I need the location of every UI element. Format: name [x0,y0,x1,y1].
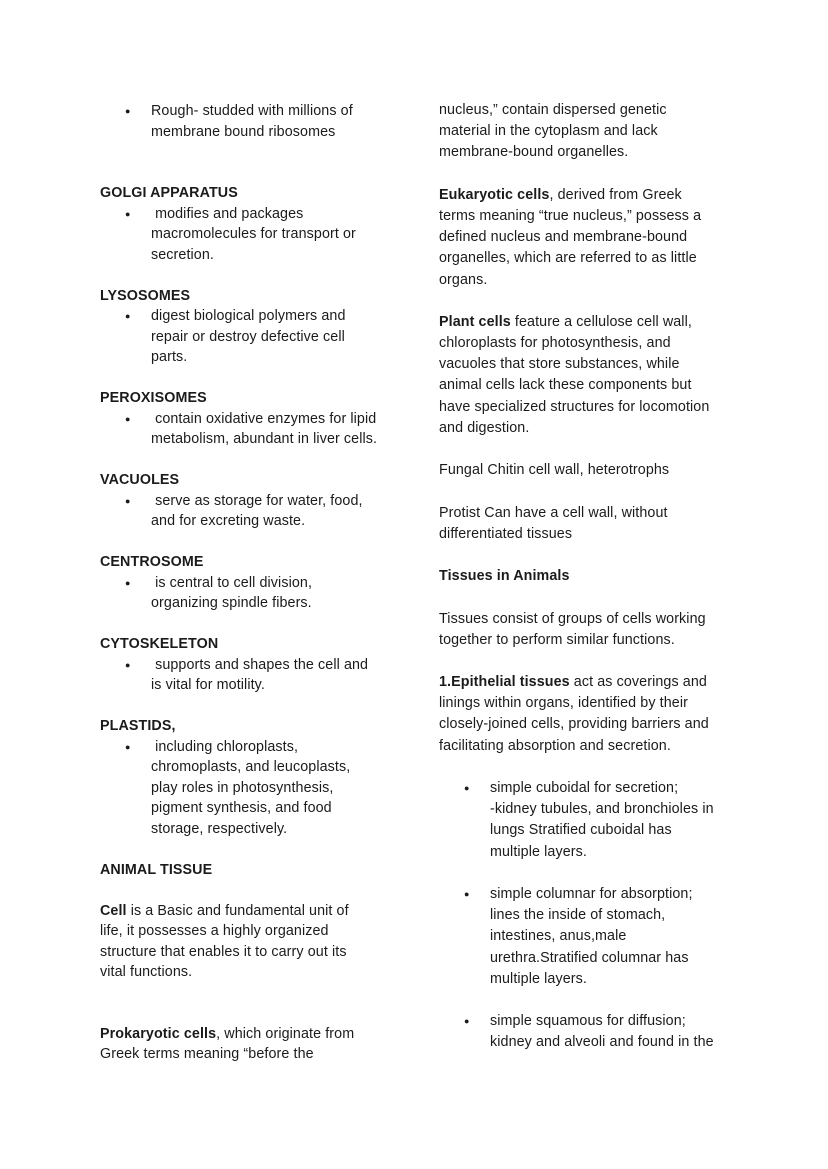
paragraph-line: Fungal Chitin cell wall, heterotrophs [439,462,670,479]
paragraph-line: material in the cytoplasm and lack [439,123,658,140]
paragraph-line: differentiated tissues [439,525,573,542]
bullet-item [439,778,743,863]
bullet-item [100,409,416,450]
paragraph-line: membrane bound ribosomes [151,123,336,140]
bullet-item [100,573,416,614]
paragraph [100,901,416,983]
paragraph-line: -kidney tubules, and bronchioles in [490,801,714,818]
section-heading: Tissues in Animals [439,568,570,585]
paragraph-line: defined nucleus and membrane-bound [439,229,688,246]
blank-line [100,1003,416,1024]
paragraph-line: kidney and alveoli and found in the [490,1034,714,1051]
blank-line [100,696,416,717]
bold-text: Cell [100,902,127,919]
bullet-dot-icon: ● [125,311,131,321]
blank-line [100,265,416,286]
paragraph-line: is vital for motility. [151,677,265,693]
bullet-text [151,655,416,696]
paragraph-line: chloroplasts for photosynthesis, and [439,335,671,352]
blank-line [100,450,416,471]
regular-text: is a Basic and fundamental unit of [126,902,349,919]
paragraph-line: supports and shapes the cell and [151,656,369,673]
bullet-item [100,306,416,368]
paragraph [439,672,743,757]
paragraph-line: organs. [439,271,488,288]
paragraph [100,1024,416,1065]
paragraph-line: simple columnar for absorption; [490,885,693,902]
bullet-dot-icon: ● [464,1016,470,1027]
bullet-text [151,409,416,450]
blank-line [100,839,416,860]
paragraph-line: Protist Can have a cell wall, without [439,504,668,521]
paragraph-line: together to perform similar functions. [439,631,675,648]
section-heading: PEROXISOMES [100,390,207,406]
bullet-text [151,491,416,532]
section-heading: LYSOSOMES [100,287,191,304]
paragraph-line [439,312,743,333]
paragraph-line: facilitating absorption and secretion. [439,737,671,754]
blank-line [100,983,416,1004]
blank-line [100,614,416,635]
paragraph-line: Rough- studded with millions of [151,103,353,119]
left-column [100,101,416,1065]
paragraph-line: simple squamous for diffusion; [490,1013,686,1030]
paragraph-line [439,185,743,206]
paragraph [439,609,743,651]
paragraph-line: life, it possesses a highly organized [100,923,329,939]
bullet-dot-icon: ● [464,888,470,899]
section-heading: VACUOLES [100,472,180,488]
paragraph-line: play roles in photosynthesis, [151,779,334,796]
bullet-dot-icon: ● [125,106,131,116]
paragraph-line: is central to cell division, [151,574,313,591]
bullet-dot-icon: ● [125,495,131,506]
paragraph-line: lungs Stratified cuboidal has [490,822,672,839]
paragraph-line: linings within organs, identified by their [439,695,688,712]
paragraph-line: chromoplasts, and leucoplasts, [151,759,351,775]
section-heading: PLASTIDS, [100,718,176,734]
paragraph [439,312,743,439]
blank-line [439,291,743,312]
blank-line [439,545,743,566]
blank-line [439,439,743,460]
regular-text: , derived from Greek [549,186,682,203]
bullet-item [100,101,416,142]
paragraph-line: simple cuboidal for secretion; [490,780,679,796]
paragraph-line: repair or destroy defective cell [151,328,345,345]
paragraph-line: storage, respectively. [151,820,288,837]
paragraph-line: intestines, anus,male [490,928,627,945]
paragraph-line: and digestion. [439,419,530,436]
bold-text: Eukaryotic cells [439,186,550,203]
bullet-dot-icon: ● [125,741,131,752]
bullet-text [490,884,743,990]
paragraph-line [100,901,416,922]
bullet-text [151,101,416,142]
blank-line [100,880,416,901]
bullet-text [151,737,416,840]
paragraph-line: membrane-bound organelles. [439,144,629,161]
paragraph-line: organizing spindle fibers. [151,595,312,611]
paragraph-line: have specialized structures for locomotion [439,398,710,415]
paragraph-line: digest biological polymers and [151,308,346,324]
bullet-item [100,655,416,696]
section-heading: CENTROSOME [100,554,204,570]
section-heading: ANIMAL TISSUE [100,861,213,878]
bullet-text [151,306,416,368]
blank-line [439,863,743,884]
blank-line [100,532,416,553]
bullet-item [100,204,416,266]
blank-line [100,368,416,389]
bullet-item [100,491,416,532]
paragraph-line: metabolism, abundant in liver cells. [151,431,378,447]
section-heading: GOLGI APPARATUS [100,185,238,201]
paragraph-line: contain oxidative enzymes for lipid [151,410,377,427]
paragraph-line: including chloroplasts, [151,738,299,755]
blank-line [439,990,743,1011]
regular-text: act as coverings and [569,674,707,691]
paragraph-line: multiple layers. [490,970,587,987]
bullet-dot-icon: ● [125,413,131,424]
right-column [439,100,743,1053]
bullet-text [151,573,416,614]
paragraph-line: macromolecules for transport or [151,226,356,242]
bold-text: Plant cells [439,313,511,330]
paragraph-line: lines the inside of stomach, [490,907,666,924]
bold-text: 1.Epithelial tissues [439,674,570,691]
bullet-dot-icon: ● [464,783,470,793]
blank-line [439,587,743,608]
paragraph-line: terms meaning “true nucleus,” possess a [439,207,702,224]
bullet-dot-icon: ● [125,659,131,670]
blank-line [100,142,416,163]
blank-line [439,481,743,502]
bullet-dot-icon: ● [125,577,131,588]
paragraph-line: pigment synthesis, and food [151,800,332,816]
section-heading: CYTOSKELETON [100,636,219,652]
paragraph-line: Greek terms meaning “before the [100,1046,314,1062]
paragraph-line: parts. [151,349,188,365]
bullet-text [151,204,416,266]
paragraph-line: modifies and packages [151,205,304,222]
paragraph-line: vital functions. [100,964,193,980]
blank-line [439,757,743,778]
paragraph-line: organelles, which are referred to as little [439,250,697,267]
bullet-item [439,884,743,990]
regular-text: , which originate from [216,1025,355,1042]
paragraph-line: animal cells lack these components but [439,377,692,394]
paragraph [439,185,743,291]
regular-text: feature a cellulose cell wall, [510,313,692,330]
blank-line [439,164,743,185]
blank-line [100,163,416,184]
paragraph-line: secretion. [151,246,214,263]
bold-text: Prokaryotic cells [100,1025,217,1042]
paragraph-line: nucleus,” contain dispersed genetic [439,102,667,118]
paragraph-line [439,672,743,693]
bullet-text [490,778,743,863]
paragraph [439,460,743,481]
paragraph-line: structure that enables it to carry out its [100,943,347,960]
paragraph-line [100,1024,416,1045]
paragraph [439,100,743,164]
paragraph [439,503,743,545]
paragraph-line: serve as storage for water, food, [151,492,363,509]
blank-line [439,651,743,672]
paragraph-line: Tissues consist of groups of cells working [439,610,706,627]
paragraph-line: vacuoles that store substances, while [439,356,680,373]
paragraph-line: urethra.Stratified columnar has [490,949,689,966]
bullet-item [439,1011,743,1053]
bullet-text [490,1011,743,1053]
paragraph-line: closely-joined cells, providing barriers and [439,716,709,733]
bullet-item [100,737,416,840]
bullet-dot-icon: ● [125,208,131,219]
paragraph-line: multiple layers. [490,843,587,860]
paragraph-line: and for excreting waste. [151,513,306,529]
